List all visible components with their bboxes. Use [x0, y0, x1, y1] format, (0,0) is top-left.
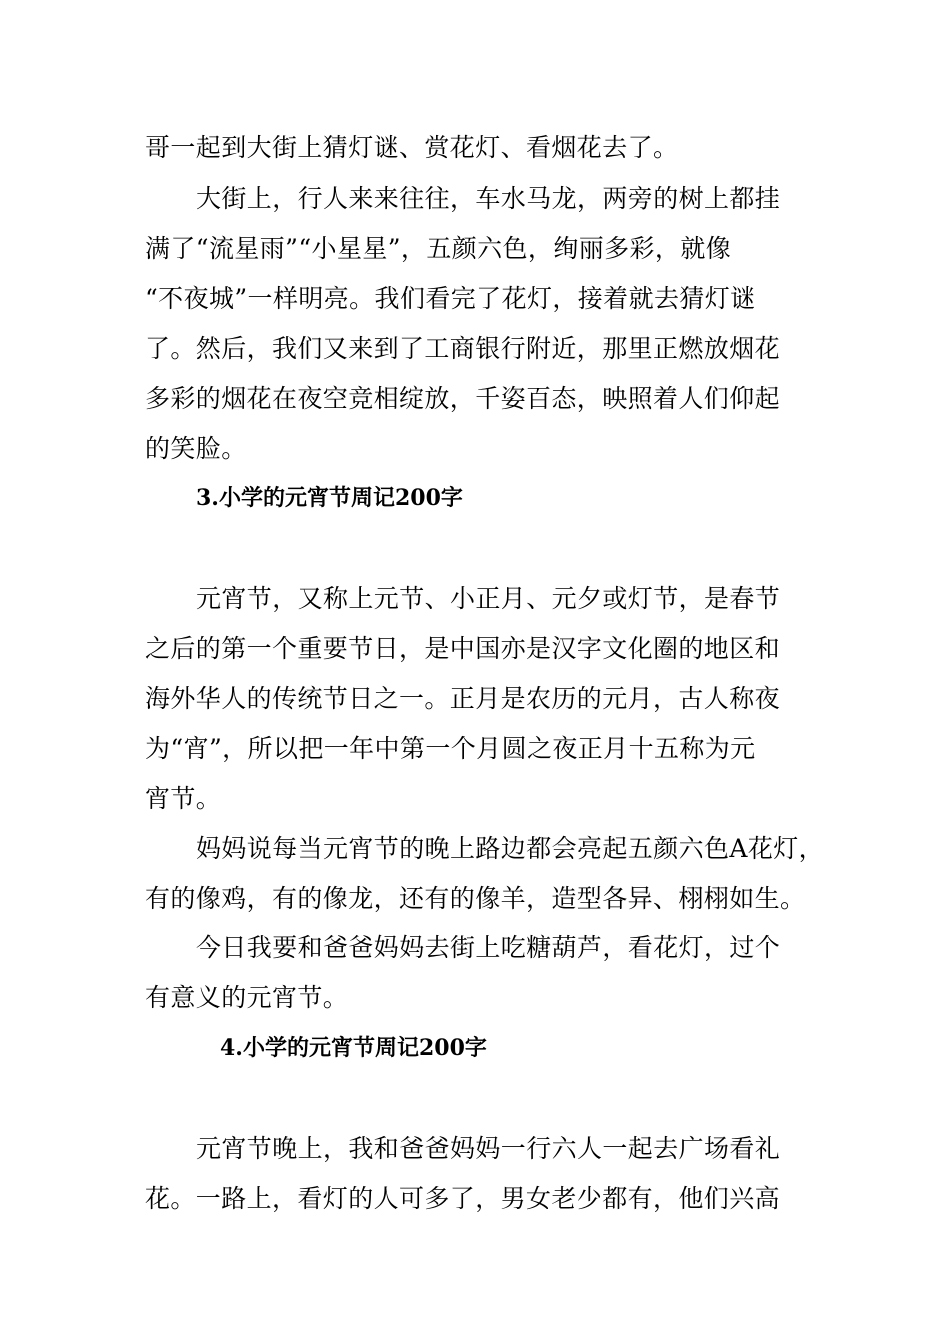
paragraph-line: 花。一路上，看灯的人可多了，男女老少都有，他们兴高	[145, 1184, 781, 1213]
paragraph-line: 有意义的元宵节。	[145, 983, 349, 1012]
paragraph-line: 大街上，行人来来往往，车水马龙，两旁的树上都挂	[196, 184, 781, 213]
paragraph-line: 宵节。	[145, 784, 222, 813]
paragraph-line: 元宵节晚上，我和爸爸妈妈一行六人一起去广场看礼	[196, 1134, 781, 1163]
section-heading: 3.小学的元宵节周记200字	[196, 485, 463, 511]
paragraph-line: 哥一起到大街上猜灯谜、赏花灯、看烟花去了。	[145, 133, 679, 162]
paragraph-line: 有的像鸡，有的像龙，还有的像羊，造型各异、栩栩如生。	[145, 884, 806, 913]
paragraph-line: 多彩的烟花在夜空竞相绽放，千姿百态，映照着人们仰起	[145, 384, 781, 413]
paragraph-line: 海外华人的传统节日之一。正月是农历的元月，古人称夜	[145, 684, 781, 713]
paragraph-line: 了。然后，我们又来到了工商银行附近，那里正燃放烟花	[145, 334, 781, 363]
section-heading: 4.小学的元宵节周记200字	[220, 1035, 487, 1061]
paragraph-line: 今日我要和爸爸妈妈去街上吃糖葫芦，看花灯，过个	[196, 933, 781, 962]
paragraph-line: 为“宵”，所以把一年中第一个月圆之夜正月十五称为元	[145, 734, 756, 763]
paragraph-line: 妈妈说每当元宵节的晚上路边都会亮起五颜六色A花灯，	[196, 834, 825, 863]
paragraph-line: 元宵节，又称上元节、小正月、元夕或灯节，是春节	[196, 584, 781, 613]
paragraph-line: 的笑脸。	[145, 434, 247, 463]
paragraph-line: “不夜城”一样明亮。我们看完了花灯，接着就去猜灯谜	[145, 284, 756, 313]
paragraph-line: 之后的第一个重要节日，是中国亦是汉字文化圈的地区和	[145, 634, 781, 663]
paragraph-line: 满了“流星雨”“小星星”，五颜六色，绚丽多彩，就像	[145, 234, 732, 263]
